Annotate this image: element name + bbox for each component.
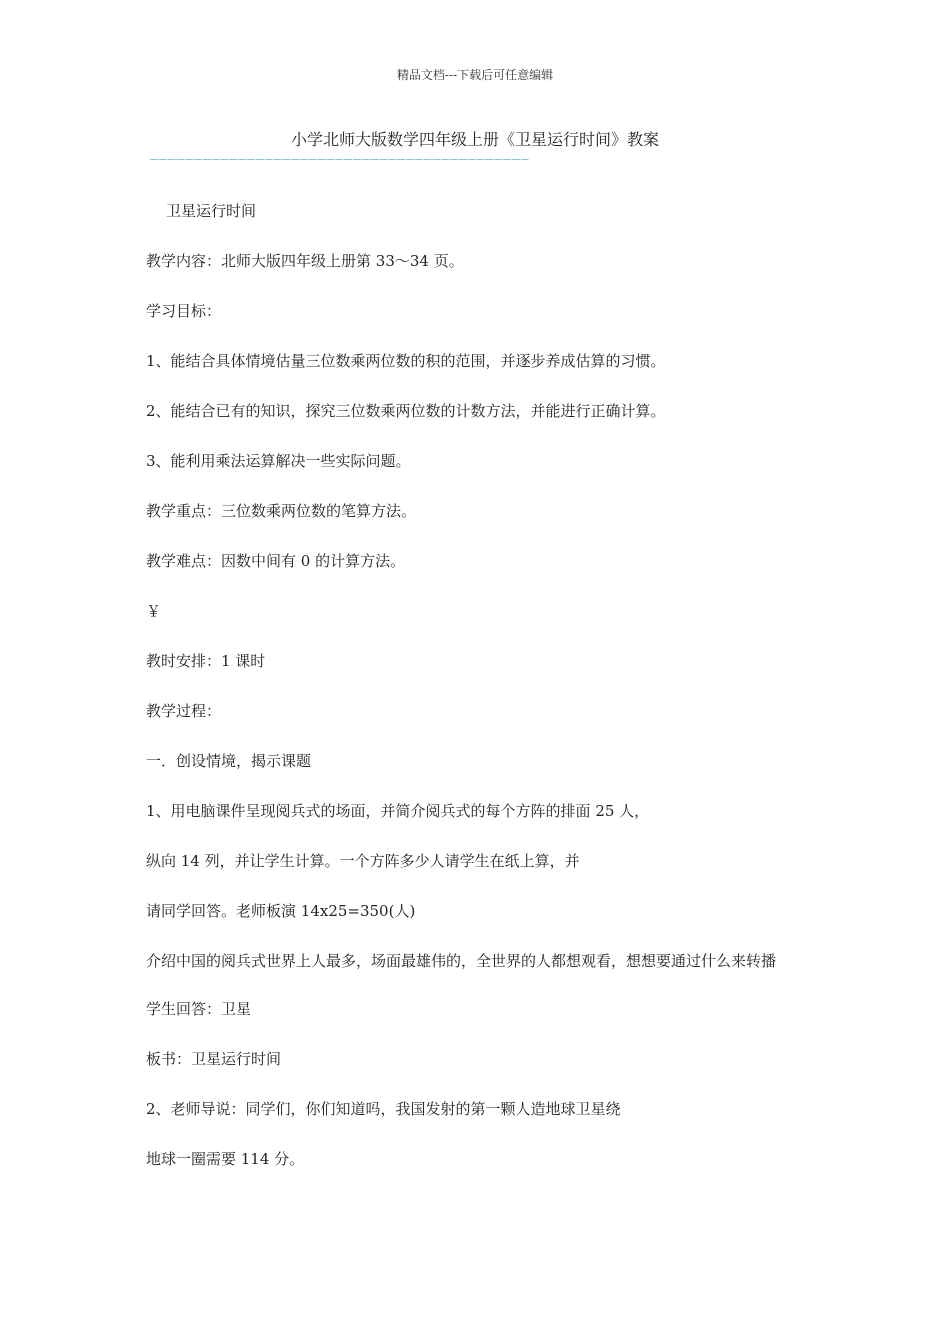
paragraph-step-1-answer: 请同学回答。老师板演 14x25=350(人) bbox=[146, 902, 416, 920]
paragraph-goal-3: 3、能利用乘法运算解决一些实际问题。 bbox=[146, 452, 411, 470]
document-title: 小学北师大版数学四年级上册《卫星运行时间》教案 bbox=[290, 130, 659, 149]
paragraph-difficult-point: 教学难点：因数中间有 0 的计算方法。 bbox=[146, 552, 406, 570]
title-underline: ——————————————————————————————————————————— bbox=[150, 152, 530, 167]
paragraph-step-2: 2、老师导说：同学们，你们知道吗，我国发射的第一颗人造地球卫星绕 bbox=[146, 1100, 621, 1118]
paragraph-process-label: 教学过程： bbox=[146, 702, 222, 720]
paragraph-step-1-cont: 纵向 14 列，并让学生计算。一个方阵多少人请学生在纸上算，并 bbox=[146, 852, 580, 870]
paragraph-student-answer: 学生回答：卫星 bbox=[146, 1000, 252, 1018]
header-note: 精品文档---下载后可任意编辑 bbox=[396, 68, 554, 82]
paragraph-section-heading: 卫星运行时间 bbox=[166, 202, 257, 220]
document-body bbox=[146, 200, 810, 1198]
paragraph-key-point: 教学重点：三位数乘两位数的笔算方法。 bbox=[146, 502, 417, 520]
paragraph-step-2-cont: 地球一圈需要 114 分。 bbox=[146, 1150, 305, 1168]
paragraph-learning-goals-label: 学习目标： bbox=[146, 302, 222, 320]
paragraph-goal-1: 1、能结合具体情境估量三位数乘两位数的积的范围，并逐步养成估算的习惯。 bbox=[146, 352, 666, 370]
paragraph-goal-2: 2、能结合已有的知识，探究三位数乘两位数的计数方法，并能进行正确计算。 bbox=[146, 402, 666, 420]
paragraph-step-1: 1、用电脑课件呈现阅兵式的场面，并简介阅兵式的每个方阵的排面 25 人， bbox=[146, 802, 650, 820]
paragraph-yen-symbol: ￥ bbox=[146, 602, 162, 620]
paragraph-part-1-heading: 一．创设情境，揭示课题 bbox=[146, 752, 312, 770]
paragraph-schedule: 教时安排：1 课时 bbox=[146, 652, 266, 670]
paragraph-teaching-content: 教学内容：北师大版四年级上册第 33～34 页。 bbox=[146, 252, 464, 270]
paragraph-blackboard: 板书：卫星运行时间 bbox=[146, 1050, 282, 1068]
paragraph-parade-intro: 介绍中国的阅兵式世界上人最多，场面最雄伟的，全世界的人都想观看，想想要通过什么来转播 bbox=[146, 952, 777, 970]
